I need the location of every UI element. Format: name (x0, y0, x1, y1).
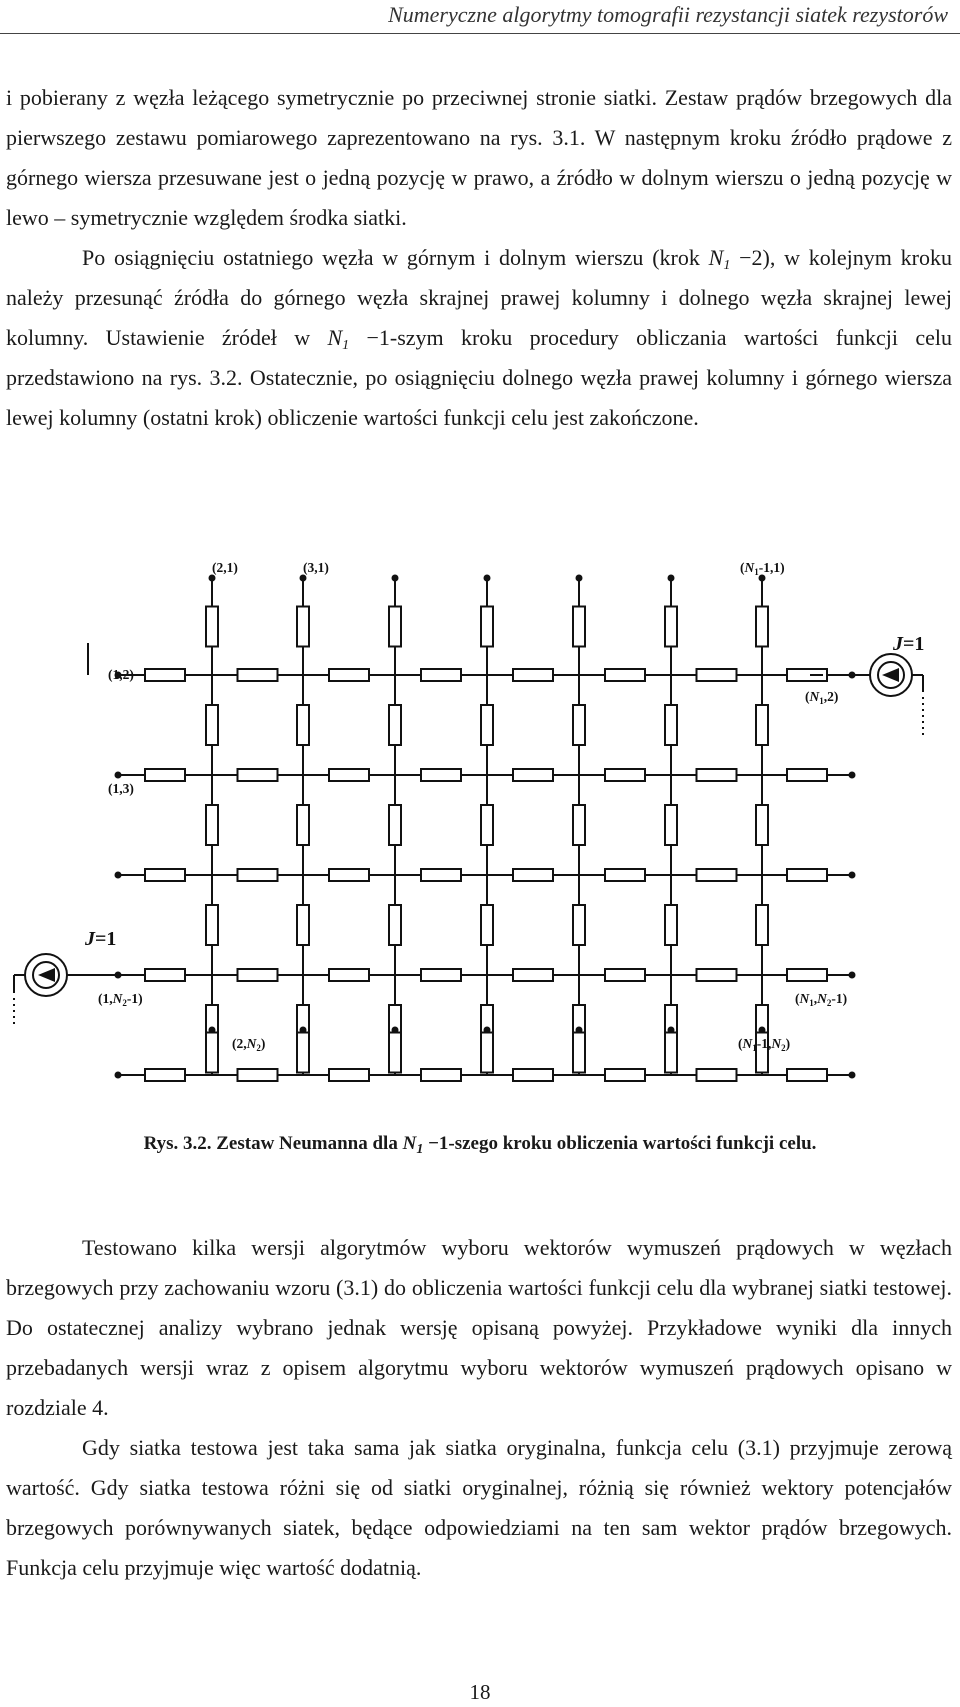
terminal-node-top (576, 575, 583, 582)
running-head: Numeryczne algorytmy tomografii rezystancji siatek rezystorów (388, 2, 948, 27)
resistor-horizontal (421, 669, 461, 681)
resistor-horizontal (238, 869, 278, 881)
resistor-vertical (573, 1033, 585, 1073)
node-label-2-n2: $(2,N_2)$ (232, 1036, 266, 1053)
paragraph-2 (6, 238, 952, 438)
resistor-vertical (389, 805, 401, 845)
terminal-node-right (849, 1072, 856, 1079)
page-number: 18 (469, 1680, 491, 1704)
resistor-vertical (297, 905, 309, 945)
resistor-horizontal (605, 969, 645, 981)
resistor-vertical (756, 607, 768, 647)
figure-extras (14, 643, 923, 1025)
symbol-n1-second: $N_1$ (327, 325, 350, 353)
resistor-vertical (206, 705, 218, 745)
resistor-horizontal (513, 869, 553, 881)
terminal-node-bottom (392, 1027, 399, 1034)
resistor-horizontal (605, 1069, 645, 1081)
resistor-vertical (206, 805, 218, 845)
resistor-vertical (756, 705, 768, 745)
terminal-node-left (115, 1072, 122, 1079)
node-label-n1-2: $(N_1,2)$ (805, 689, 839, 706)
resistor-vertical (756, 905, 768, 945)
resistor-horizontal (697, 769, 737, 781)
node-label-3-1: (3,1) (303, 560, 329, 575)
resistor-horizontal (329, 969, 369, 981)
paragraph-2-text-b: −2), w kolejnym kroku należy przesunąć źródła do górnego węzła skrajnej prawej kolumny i dolnego węzła skrajnej lewej kolumny. Ustawienie źródeł w (6, 245, 952, 350)
resistor-horizontal (513, 769, 553, 781)
resistor-horizontal (513, 669, 553, 681)
resistor-horizontal (513, 969, 553, 981)
paragraph-3: Testowano kilka wersji algorytmów wyboru wektorów wymuszeń prądowych w węzłach brzegowych przy zachowaniu wzoru (3.1) do obliczenia wartości funkcji celu dla wybranej siatki testowej. Do ostatecznej analizy wybrano jednak wersję opisaną powyżej. Przykładowe wyniki dla innych przebadanych wersji wraz z opisem algorytmu wyboru wektorów wymuszeń prądowych opisano w rozdziale 4. (6, 1235, 952, 1420)
node-label-n1m1-1: $(N_1-1,1)$ (740, 560, 785, 577)
current-source-left (14, 954, 118, 1025)
text-block-top (6, 78, 952, 438)
resistor-horizontal (697, 1069, 737, 1081)
node-label-1-3: (1,3) (108, 781, 134, 796)
resistor-horizontal (421, 969, 461, 981)
terminal-node-top (300, 575, 307, 582)
resistor-horizontal (238, 969, 278, 981)
resistor-vertical (481, 1033, 493, 1073)
resistor-vertical (573, 905, 585, 945)
resistor-horizontal (329, 669, 369, 681)
resistor-horizontal (605, 669, 645, 681)
resistor-horizontal (605, 769, 645, 781)
resistor-grid-figure (0, 555, 960, 1115)
resistor-horizontal (697, 869, 737, 881)
resistor-horizontal (145, 869, 185, 881)
paragraph-2-text-c: −1-szym kroku procedury obliczania wartości funkcji celu przedstawiono na rys. 3.2. Ostatecznie, po osiągnięciu dolnego węzła prawej kolumny i górnego wiersza lewej kolumny (ostatni krok) obliczenie wartości funkcji celu jest zakończone. (6, 325, 952, 430)
header-rule (0, 33, 960, 34)
resistor-vertical (573, 607, 585, 647)
paragraph-2-text-a: Po osiągnięciu ostatniego węzła w górnym i dolnym wierszu (krok (82, 245, 709, 270)
terminal-node-bottom (484, 1027, 491, 1034)
resistor-vertical (665, 607, 677, 647)
resistor-horizontal (697, 969, 737, 981)
resistor-vertical (756, 805, 768, 845)
terminal-node-left (115, 872, 122, 879)
resistor-vertical (297, 705, 309, 745)
node-label-n1-n2m1: $(N_1,N_2-1)$ (795, 991, 848, 1008)
terminal-node-bottom (576, 1027, 583, 1034)
node-label-2-1: (2,1) (212, 560, 238, 575)
resistor-vertical (665, 805, 677, 845)
resistor-vertical (573, 705, 585, 745)
resistor-vertical (389, 905, 401, 945)
resistor-horizontal (421, 1069, 461, 1081)
node-label-n1m1-n2: $(N_1-1,N_2)$ (738, 1036, 791, 1053)
symbol-n1: $N_1$ (708, 245, 731, 273)
terminal-node-right (849, 972, 856, 979)
terminal-node-top (484, 575, 491, 582)
resistor-vertical (481, 607, 493, 647)
resistor-horizontal (787, 1069, 827, 1081)
resistor-horizontal (145, 769, 185, 781)
paragraph-4: Gdy siatka testowa jest taka sama jak siatka oryginalna, funkcja celu (3.1) przyjmuje zerową wartość. Gdy siatka testowa różni się od siatki oryginalnej, różnią się również wektory potencjałów brzegowych porównywanych siatek, będące odpowiedziami na ten sam wektor prądów brzegowych. Funkcja celu przyjmuje więc wartość dodatnią. (6, 1435, 952, 1580)
resistor-horizontal (238, 1069, 278, 1081)
resistor-vertical (481, 805, 493, 845)
resistor-horizontal (145, 1069, 185, 1081)
resistor-horizontal (697, 669, 737, 681)
terminal-node-bottom (209, 1027, 216, 1034)
resistor-vertical (297, 1033, 309, 1073)
resistor-horizontal (787, 969, 827, 981)
resistor-vertical (481, 705, 493, 745)
text-block-bottom (6, 1228, 952, 1588)
resistor-vertical (206, 905, 218, 945)
resistor-vertical (481, 905, 493, 945)
node-label-1-n2m1: $(1,N_2-1)$ (98, 991, 143, 1008)
resistor-horizontal (787, 769, 827, 781)
resistor-horizontal (329, 869, 369, 881)
resistor-vertical (389, 705, 401, 745)
terminal-node-top (759, 575, 766, 582)
resistor-vertical (206, 1033, 218, 1073)
resistor-vertical (665, 905, 677, 945)
resistor-horizontal (238, 769, 278, 781)
resistor-horizontal (787, 869, 827, 881)
resistor-vertical (389, 1033, 401, 1073)
source-label-right: J=1 (893, 633, 925, 655)
source-label-left: J=1 (85, 928, 117, 950)
terminal-node-bottom (300, 1027, 307, 1034)
terminal-node-bottom (668, 1027, 675, 1034)
resistor-vertical (665, 1033, 677, 1073)
resistor-horizontal (421, 769, 461, 781)
resistor-horizontal (421, 869, 461, 881)
resistor-vertical (389, 607, 401, 647)
terminal-node-top (392, 575, 399, 582)
figure-caption: Rys. 3.2. Zestaw Neumanna dla $N_1$ −1-szego kroku obliczenia wartości funkcji celu. (143, 1133, 817, 1157)
resistor-horizontal (605, 869, 645, 881)
terminal-node-right (849, 872, 856, 879)
paragraph-1: i pobierany z węzła leżącego symetrycznie po przeciwnej stronie siatki. Zestaw prądów brzegowych dla pierwszego zestawu pomiarowego zaprezentowano na rys. 3.1. W następnym kroku źródło prądowe z górnego wiersza przesuwane jest o jedną pozycję w prawo, a źródło w dolnym wierszu o jedną pozycję w lewo – symetrycznie względem środka siatki. (6, 85, 952, 230)
resistor-horizontal (145, 969, 185, 981)
terminal-node-left (115, 772, 122, 779)
resistor-horizontal (238, 669, 278, 681)
resistor-vertical (573, 805, 585, 845)
terminal-node-top (209, 575, 216, 582)
resistor-vertical (206, 607, 218, 647)
resistor-horizontal (329, 769, 369, 781)
resistor-vertical (297, 607, 309, 647)
caption-symbol-n1: $N_1$ (402, 1133, 424, 1157)
resistor-horizontal (145, 669, 185, 681)
node-label-1-2: (1,2) (108, 667, 134, 682)
resistor-vertical (297, 805, 309, 845)
terminal-node-right (849, 772, 856, 779)
resistor-vertical (665, 705, 677, 745)
terminal-node-top (668, 575, 675, 582)
resistor-horizontal (329, 1069, 369, 1081)
resistor-horizontal (513, 1069, 553, 1081)
terminal-node-bottom (759, 1027, 766, 1034)
